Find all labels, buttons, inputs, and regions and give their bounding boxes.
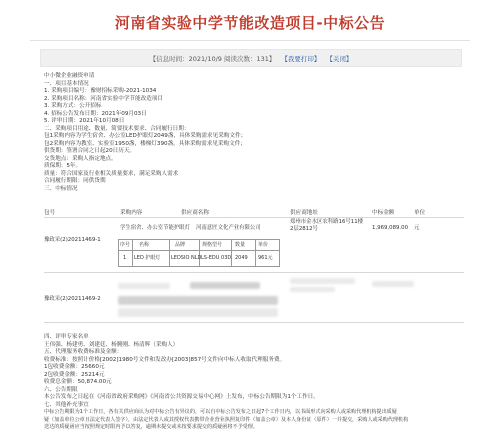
award-table-header [44,208,464,216]
doc-line: 中标公告期限为1个工作日，各有关供应商认为对中标公告有异议的，可以自中标公告发布之日起7个工作日内，以书面形式向采购人或采购代理机构提出质疑 [44,409,397,415]
doc-line: 包2采购内容为教室、实验室1950盏，楼梯灯390盏，具体采购需求见采购文件； [44,140,246,147]
row2-package: 豫政采(2)20211469-2 [44,296,101,302]
doc-line: 本公告发布之日起在《河南省政府采购网》《河南省公共资源交易中心网》上发布，中标公告期限为1个工作日。 [44,394,319,400]
doc-line: 中小微企业融资申请 [44,73,95,79]
item-header-no: 序号 [120,242,131,248]
redacted-block [290,287,335,292]
col-header-address: 供应商地址 [290,210,318,216]
col-header-supplier: 供应商名称 [181,210,209,216]
item-cell-price: 961元 [258,255,273,261]
item-cell-qty: 2049 [235,255,248,261]
doc-line: 疑（加盖单位公章且法定代表人签字），由法定代表人或其授权代表携带企业营业执照复印件（加盖公章）及本人身份证（原件）一并提交，采购人或采购代理机构 [44,416,409,423]
meta-bar [40,49,462,67]
item-cell-brand: LEDSIO NLD [171,255,202,261]
item-header-name: 名称 [139,242,150,248]
item-header-qty: 数量 [235,242,246,248]
row1-supplier: 河南意匠文化产业有限公司 [196,225,261,231]
row1-address: 郑州市金水区农科路16号11楼2层2812号 [290,219,364,232]
doc-line: 一、项目基本情况 [44,80,89,87]
col-header-package: 包号 [44,210,56,216]
doc-line: 三、中标情况 [44,185,78,192]
doc-line: 4. 招标公告发布日期：2021年09月03日 [44,110,147,117]
info-time-views: 【信息时间：2021/10/9 阅读次数：131】 [149,54,276,63]
doc-line: 1. 采购项目编号：豫财招标采购-2021-1034 [44,88,157,94]
doc-line: 收费标准：按照计价格[2002]1980号文件和发改办[2003]857号文件向中标人收取代理服务费。 [44,356,286,363]
item-detail-table [118,239,280,267]
redacted-block [372,281,414,287]
item-header-brand: 品牌 [175,242,186,248]
row1-amount: 1,969,089.00 [372,225,409,231]
doc-line: 供货期：签署合同之日起20日历天。 [44,148,136,154]
doc-line: 合同履行期限：同供货期 [44,178,106,184]
doc-line: 5. 评审日期：2021年10月08日 [44,118,125,124]
doc-line: 2. 采购项目名称：河南省实验中学节能改造项目 [44,95,163,102]
doc-line: 2包收费金额：25214元 [44,371,105,378]
col-header-content: 采购内容 [120,210,143,216]
col-header-unit: 单位 [414,210,426,216]
close-link[interactable]: 【关闭】 [326,54,353,63]
redacted-block [118,308,278,317]
print-link[interactable]: 【我要打印】 [281,54,321,63]
doc-line: 六、公告期限 [44,386,78,393]
title-divider [30,40,470,41]
doc-line: 收费总金额：50,874.00元 [44,379,112,385]
doc-line: 包1采购内容为学生宿舍、办公室LED护眼灯2049盏，具体采购需求见采购文件； [44,133,247,139]
doc-line: 王伟强、杨建勇、刘建廷、杨腾刚、杨清辉（采购人） [44,341,179,348]
doc-line: 四、评审专家名单 [44,334,89,340]
item-cell-model: LS-EDU 03D [201,255,232,261]
item-cell-no: 1 [123,255,127,261]
redacted-block [118,296,278,305]
row1-package: 豫政采(2)20211469-1 [44,237,101,243]
item-cell-name: LED 护眼灯 [134,255,161,261]
doc-line: 七、其他补充事宜 [44,401,89,408]
table-divider [44,322,464,323]
redacted-block [290,278,355,284]
col-header-amount: 中标金额 [372,210,395,216]
doc-line: 质保期：5年。 [44,163,82,169]
item-header-price: 单价 [258,242,269,248]
row1-unit: 元 [414,225,420,231]
redacted-block [118,283,170,289]
table-divider [44,272,464,273]
doc-line: 1包收费金额：25660元 [44,364,105,370]
doc-line: 五、代理服务收费标准及金额： [44,349,123,355]
page-title: 河南省实验中学节能改造项目-中标公告 [114,14,386,32]
doc-line: 送达的质疑函应当按照规定时限内予以答复，逾期未提交或未按要求提交的质疑函将不予受理。 [44,424,258,430]
redacted-block [190,282,260,289]
item-header-model: 规格型号 [202,242,223,248]
doc-line: 3. 采购方式：公开招标 [44,103,102,109]
table-divider [44,217,464,218]
doc-line: 质量：符合国家及行业相关质量要求，满足采购人需求 [44,170,179,177]
doc-line: 二、采购项目用途、数量、简要技术要求、合同履行日期： [44,125,190,132]
row1-content: 学生宿舍、办公室节能护眼灯 [120,225,191,231]
doc-line: 交货地点：采购人指定地点。 [44,155,117,162]
